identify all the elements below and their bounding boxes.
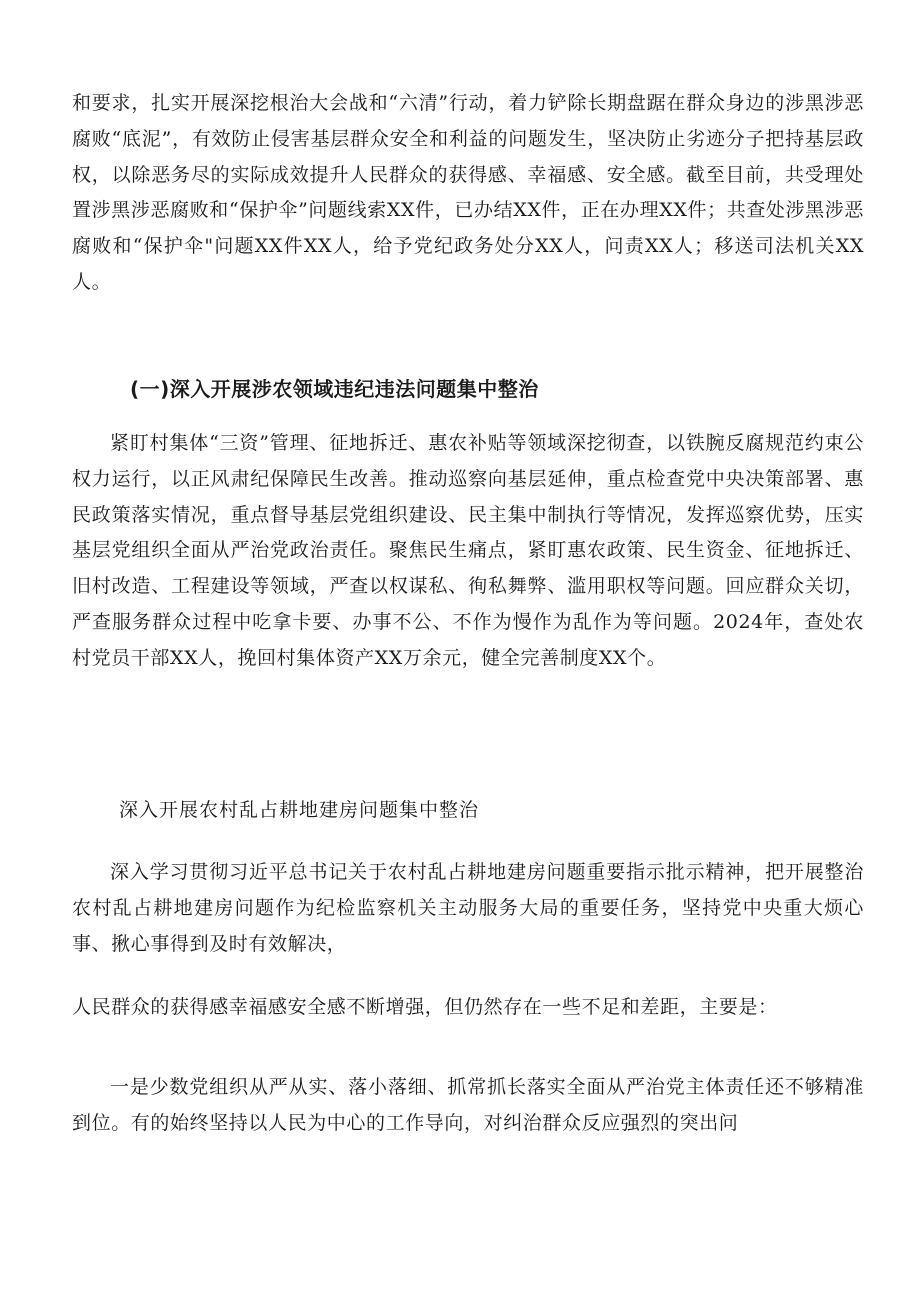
paragraph-shortcomings-intro: 人民群众的获得感幸福感安全感不断增强，但仍然存在一些不足和差距，主要是：	[72, 996, 778, 1018]
paragraph-anti-crime-results: 和要求，扎实开展深挖根治大会战和“六清”行动，着力铲除长期盘踞在群众身边的涉黑涉恶腐败“底泥”，有效防止侵害基层群众安全和利益的问题发生，坚决防止劣迹分子把持基层政权，以除恶务尽的实际成效提升人民群众的获得感、幸福感、安全感。截至目前，共受理处置涉黑涉恶腐败和“保护伞”问题线索XX件，已办结XX件，正在办理XX件；共查处涉黑涉恶腐败和“保护伞"问题XX件XX人，给予党纪政务处分XX人，问责XX人；移送司法机关XX人。	[72, 92, 864, 293]
section-heading-agriculture-rectification: (一)深入开展涉农领域违纪违法问题集中整治	[130, 377, 539, 401]
paragraph-farmland-housing: 深入学习贯彻习近平总书记关于农村乱占耕地建房问题重要指示批示精神，把开展整治农村乱占耕地建房问题作为纪检监察机关主动服务大局的重要任务，坚持党中央重大烦心事、揪心事得到及时有效解决，	[72, 861, 864, 955]
paragraph-agriculture-rectification: 紧盯村集体“三资”管理、征地拆迁、惠农补贴等领域深挖彻查，以铁腕反腐规范约束公权力运行，以正风肃纪保障民生改善。推动巡察向基层延伸，重点检查党中央决策部署、惠民政策落实情况，重点督导基层党组织建设、民主集中制执行等情况，发挥巡察优势，压实基层党组织全面从严治党政治责任。聚焦民生痛点，紧盯惠农政策、民生资金、征地拆迁、旧村改造、工程建设等领域，严查以权谋私、徇私舞弊、滥用职权等问题。回应群众关切，严查服务群众过程中吃拿卡要、办事不公、不作为慢作为乱作为等问题。2024年，查处农村党员干部XX人，挽回村集体资产XX万余元，健全完善制度XX个。	[72, 432, 864, 669]
section-heading-farmland-housing: 深入开展农村乱占耕地建房问题集中整治	[119, 799, 480, 821]
paragraph-shortcoming-one: 一是少数党组织从严从实、落小落细、抓常抓长落实全面从严治党主体责任还不够精准到位。有的始终坚持以人民为中心的工作导向，对纠治群众反应强烈的突出问	[72, 1076, 864, 1134]
